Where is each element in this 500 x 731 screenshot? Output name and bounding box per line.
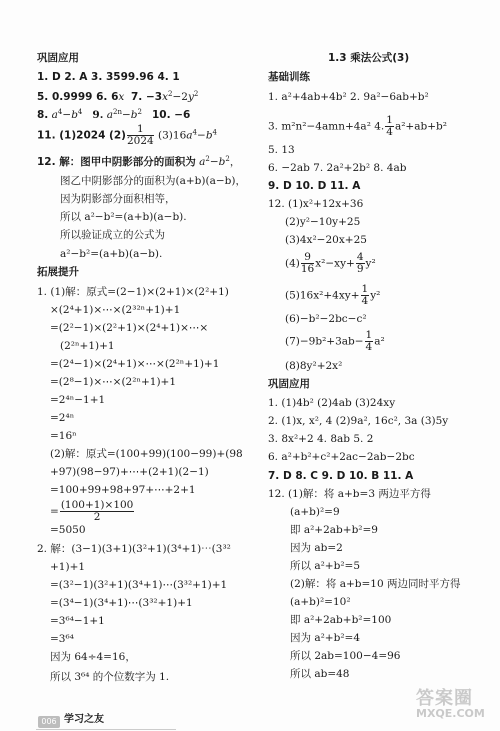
solution-line: 即 a²+2ab+b²=100 — [290, 614, 392, 626]
answer-line: (4) $\frac{9}{16}$ x²−xy+ $\frac{4}{9}$ y² — [285, 251, 376, 275]
solution-line: =2⁴ⁿ — [50, 412, 75, 424]
solution-line: 12. (1)解：将 a+b=3 两边平方得 — [268, 488, 431, 500]
answer-line: (7)−9b²+3ab− $\frac{1}{4}$ a² — [285, 329, 385, 353]
solution-line: a²−b²=(a+b)(a−b). — [60, 248, 163, 260]
solution-line: =(3²−1)(3²+1)(3⁴+1)⋯(3³²+1)+1 — [50, 579, 228, 591]
solution-line: =(2²−1)×(2²+1)×(2⁴+1)×⋯× — [50, 322, 209, 334]
solution-line: =3⁶⁴ — [50, 633, 74, 645]
solution-line: 所以 3⁶⁴ 的个位数字为 1. — [50, 671, 170, 683]
fraction: $\frac{9}{16}$ — [300, 251, 315, 275]
solution-line: 2. 解：(3−1)(3+1)(3²+1)(3⁴+1)⋯(3³² — [37, 543, 231, 555]
solution-line: = $\frac{(100+1)\times 100}{2}$ — [50, 499, 134, 523]
answer-line: (5)16x²+4xy+ $\frac{1}{4}$ y² — [285, 283, 381, 307]
solution-line: 即 a²+2ab+b²=9 — [290, 524, 378, 536]
answer-line: 5. 13 — [268, 144, 295, 156]
answer-line: (6)−b²−2bc−c² — [285, 313, 367, 325]
solution-line: (a+b)²=9 — [290, 506, 340, 518]
solution-line: =100+99+98+97+⋯+2+1 — [50, 484, 196, 496]
section-heading: 基础训练 — [268, 71, 310, 83]
solution-line: 1. (1)解：原式=(2−1)×(2+1)×(2²+1) — [37, 286, 229, 298]
answer-line: 7. D 8. C 9. D 10. B 11. A — [268, 470, 414, 482]
solution-line: =16ⁿ — [50, 430, 77, 442]
solution-line: 所以 a²−b²=(a+b)(a−b). — [60, 211, 187, 223]
fraction: $\frac{1}{4}$ — [361, 283, 369, 307]
solution-line: (a+b)²=10² — [290, 596, 351, 608]
solution-line: 所以 ab=48 — [290, 668, 350, 680]
fraction: $\frac{1}{4}$ — [365, 329, 373, 353]
fraction: $\frac{1}{4}$ — [386, 114, 393, 138]
answer-line: 3. 8x²+2 4. 8ab 5. 2 — [268, 433, 374, 445]
section-heading: 巩固应用 — [37, 52, 79, 64]
solution-line: =5050 — [50, 524, 86, 536]
answer-line: 1. D 2. A 3. 3599.96 4. 1 — [37, 71, 180, 83]
answer-line: 1. (1)4b² (2)4ab (3)24xy — [268, 397, 396, 409]
solution-line: +97)(98−97)+⋯+(2+1)(2−1) — [50, 466, 209, 478]
fraction: $\frac{(100+1)\times 100}{2}$ — [60, 499, 134, 523]
answer-line: 5. 0.9999 6. 6x 7. $-3x^2-2y^2$ — [37, 90, 199, 103]
answer-line: 1. a²+4ab+4b² 2. 9a²−6ab+b² — [268, 91, 429, 103]
answer-line: 2. (1)x, x², 4 (2)9a², 16c², 3a (3)5y — [268, 415, 449, 427]
brand-logo: 学习之友 — [64, 714, 104, 725]
answer-line: 8. $a^4-b^4$ 9. $a^{2n}-b^2$ 10. −6 — [37, 108, 191, 121]
solution-line: (2²ⁿ+1)+1 — [60, 340, 115, 352]
answer-line: 12. (1)x²+12x+36 — [268, 198, 364, 210]
solution-line: 所以 a²+b²=5 — [290, 560, 361, 572]
watermark: 答案圈 MXQE.COM — [416, 688, 485, 720]
answer-line: 6. a²+b²+c²+2ac−2ab−2bc — [268, 451, 415, 463]
section-heading: 巩固应用 — [268, 378, 310, 390]
solution-line: 因为 64÷4=16， — [50, 651, 136, 663]
answer-line: 11. (1)2024 (2) $\frac{1}{2024}$ $(3)16a^4-b^4$ — [37, 123, 218, 147]
solution-line: 所以验证成立的公式为 — [60, 229, 165, 241]
answer-line: (8)8y²+2x² — [285, 360, 343, 372]
answer-line: 3. m²n²−4amn+4a² 4. $\frac{1}{4}$ a²+ab+b² — [268, 114, 447, 138]
footer-divider — [36, 729, 176, 730]
solution-line: =3⁶⁴−1+1 — [50, 615, 105, 627]
solution-line: 图乙中阴影部分的面积为(a+b)(a−b)， — [60, 175, 246, 187]
solution-line: =2⁴ⁿ−1+1 — [50, 394, 106, 406]
answer-line: 6. −2ab 7. 2a²+2b² 8. 4ab — [268, 162, 407, 174]
solution-line: 所以 2ab=100−4=96 — [290, 650, 401, 662]
fraction: $\frac{4}{9}$ — [356, 251, 364, 275]
page-number: 006 — [38, 716, 60, 728]
section-title: 1.3 乘法公式(3) — [328, 52, 410, 64]
solution-line: 12. 解：图甲中阴影部分的面积为 $a^2-b^2$， — [37, 155, 241, 168]
solution-line: =(2⁸−1)×⋯×(2²ⁿ+1)+1 — [50, 376, 177, 388]
solution-line: (2)解：原式=(100+99)(100−99)+(98 — [50, 448, 243, 460]
answer-line: 9. D 10. D 11. A — [268, 180, 361, 192]
solution-line: =(3⁴−1)(3⁴+1)⋯(3³²+1)+1 — [50, 597, 193, 609]
answer-line: (3)4x²−20x+25 — [285, 234, 367, 246]
solution-line: =(2⁴−1)×(2⁴+1)×⋯×(2²ⁿ+1)+1 — [50, 358, 220, 370]
solution-line: +1)+1 — [50, 561, 86, 573]
solution-line: 因为阴影部分面积相等， — [60, 193, 176, 205]
solution-line: 因为 a²+b²=4 — [290, 632, 361, 644]
solution-line: (2)解：将 a+b=10 两边同时平方得 — [290, 578, 461, 590]
solution-line: 因为 ab=2 — [290, 542, 343, 554]
section-heading: 拓展提升 — [37, 266, 79, 278]
solution-line: ×(2⁴+1)×⋯×(2³²ⁿ+1)+1 — [50, 304, 181, 316]
answer-line: (2)y²−10y+25 — [285, 216, 361, 228]
fraction: $\frac{1}{2024}$ — [126, 123, 154, 147]
